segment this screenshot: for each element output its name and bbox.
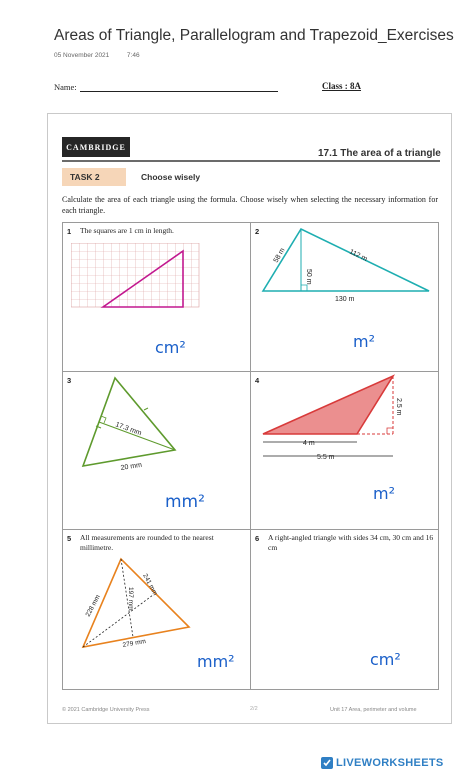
question-text: The squares are 1 cm in length.	[80, 226, 174, 235]
name-label: Name:	[54, 82, 77, 92]
green-triangle	[83, 378, 175, 466]
answer-unit-text: m²	[373, 484, 395, 503]
answer-unit	[351, 325, 411, 355]
answer-unit	[163, 483, 233, 513]
height-label: 50 m	[305, 269, 312, 285]
section-title: 17.1 The area of a triangle	[318, 148, 441, 159]
question-number: 1	[67, 227, 72, 236]
footer-unit: Unit 17 Area, perimeter and volume	[330, 707, 417, 713]
date-text: 05 November 2021	[54, 52, 110, 59]
side-label: 58 m	[272, 247, 287, 264]
cambridge-logo: CAMBRIDGE	[62, 137, 130, 157]
task-badge: TASK 2	[62, 168, 126, 186]
question-number: 2	[255, 227, 260, 236]
tick-mark	[144, 408, 148, 410]
teal-triangle-figure	[251, 223, 440, 371]
height-label: 2.5 m	[395, 398, 402, 416]
answer-unit-text: m²	[353, 332, 375, 351]
base-label: 279 mm	[122, 637, 147, 649]
answer-unit	[368, 641, 428, 673]
answer-unit	[371, 477, 431, 507]
questions-table	[62, 222, 439, 690]
question-number: 5	[67, 534, 72, 543]
footer-copyright: © 2021 Cambridge University Press	[62, 707, 150, 713]
answer-unit-text: mm²	[165, 492, 205, 512]
header-rule	[62, 160, 440, 162]
task-instructions: Calculate the area of each triangle using the formula. Choose wisely when selecting the necessary information for each triangle.	[62, 195, 438, 215]
question-number: 3	[67, 376, 72, 385]
altitude-label: 17.3 mm	[114, 421, 143, 438]
task-title: Choose wisely	[141, 172, 201, 182]
right-angle-mark	[101, 416, 106, 423]
name-line[interactable]	[80, 91, 278, 92]
question-text: All measurements are rounded to the nearest millimetre.	[80, 533, 214, 552]
liveworksheets-logo-icon	[320, 756, 334, 770]
question-number: 4	[255, 376, 260, 385]
right-angle-mark	[301, 285, 307, 291]
answer-unit-text: cm²	[370, 650, 401, 669]
question-text: A right-angled triangle with sides 34 cm, 30 cm and 16 cm	[268, 533, 434, 552]
side-label: 112 m	[348, 248, 369, 264]
footer-page-number: 2/2	[250, 706, 258, 712]
base-label: 130 m	[335, 296, 355, 303]
time-text: 7:46	[126, 52, 140, 59]
document-date	[54, 52, 140, 59]
orange-triangle	[83, 559, 189, 647]
red-triangle	[263, 376, 393, 434]
altitude-label: 197 mm	[127, 587, 134, 611]
right-angle-mark	[387, 428, 393, 434]
side-label: 228 mm	[84, 593, 102, 618]
row-divider	[63, 529, 438, 530]
answer-unit	[195, 643, 255, 675]
document-title: Areas of Triangle, Parallelogram and Trapezoid_Exercises	[54, 27, 454, 44]
side-label: 241 mm	[141, 572, 159, 597]
base-label: 4 m	[303, 440, 315, 447]
name-field	[54, 82, 77, 92]
extended-label: 5.5 m	[317, 454, 335, 461]
class-label: Class : 8A	[322, 81, 362, 91]
question-number: 6	[255, 534, 260, 543]
answer-unit	[153, 333, 213, 359]
answer-unit-text: cm²	[155, 338, 186, 357]
answer-unit-text: mm²	[197, 652, 235, 671]
grid-triangle-figure	[71, 243, 201, 313]
liveworksheets-brand[interactable]: LIVEWORKSHEETS	[336, 757, 444, 769]
teal-triangle	[263, 229, 429, 291]
base-label: 20 mm	[120, 461, 143, 472]
